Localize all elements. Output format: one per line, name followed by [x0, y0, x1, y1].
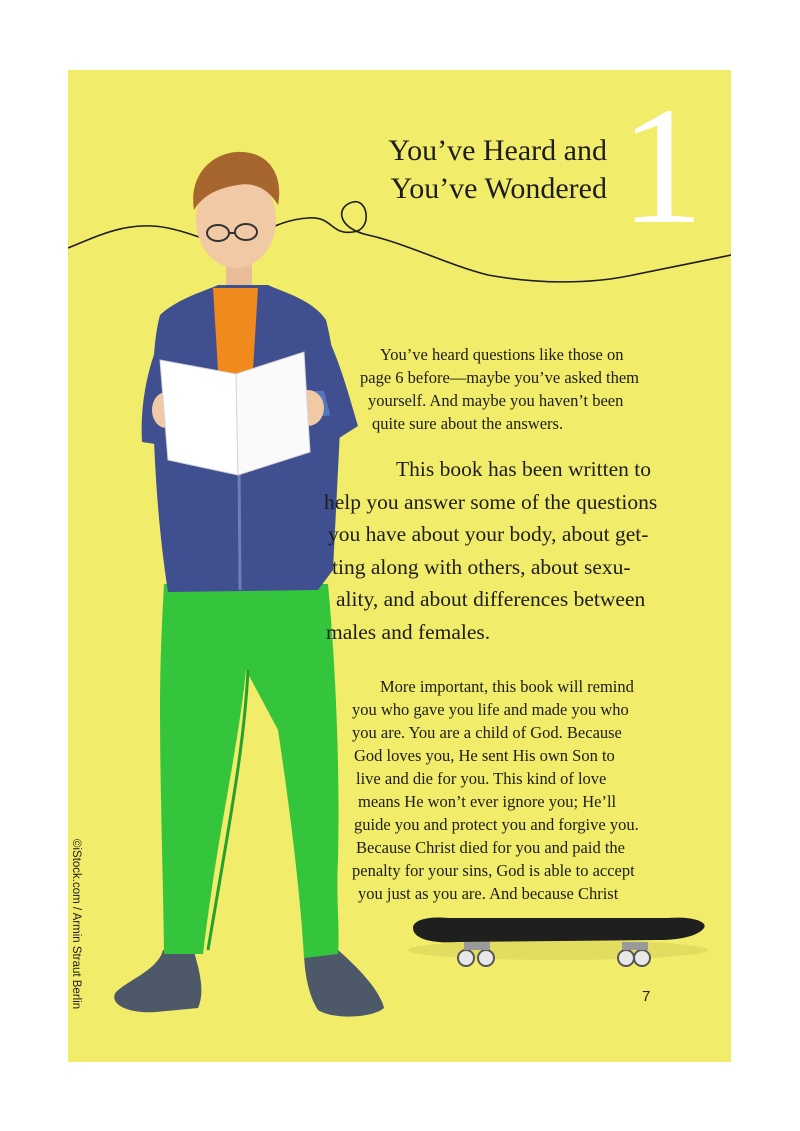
text-line: yourself. And maybe you haven’t been [368, 391, 624, 410]
chapter-number: 1 [620, 73, 704, 259]
text-line: live and die for you. This kind of love [356, 769, 607, 788]
text-line: page 6 before—maybe you’ve asked them [360, 368, 640, 387]
text-line: means He won’t ever ignore you; He’ll [358, 792, 617, 811]
chapter-title-line: You’ve Heard and [388, 134, 607, 167]
text-line: God loves you, He sent His own Son to [354, 746, 615, 765]
text-line: you just as you are. And because Christ [358, 884, 619, 903]
skateboard-image [408, 917, 708, 966]
chapter-title-line: You’ve Wondered [390, 172, 607, 205]
chapter-title [388, 132, 607, 208]
text-line: ality, and about differences between [336, 587, 646, 611]
more-important-paragraph [352, 675, 639, 905]
text-line: Because Christ died for you and paid the [356, 838, 625, 857]
text-line: ting along with others, about sexu- [332, 554, 631, 579]
text-line: you have about your body, about get- [328, 522, 649, 546]
text-line: This book has been written to [396, 457, 651, 481]
text-line: You’ve heard questions like those on [380, 345, 624, 364]
text-line: males and females. [326, 619, 491, 644]
page-number: 7 [642, 988, 651, 1005]
text-line: help you answer some of the questions [324, 489, 658, 514]
intro-paragraph [360, 343, 639, 435]
page-area [68, 70, 731, 1062]
text-line: you who gave you life and made you who [352, 700, 629, 719]
text-line: quite sure about the answers. [372, 414, 564, 433]
text-line: you are. You are a child of God. Because [352, 723, 622, 742]
text-line: More important, this book will remind [380, 677, 634, 696]
text-line: guide you and protect you and forgive you. [354, 815, 639, 834]
photo-credit: ©iStock.com / Armin Straut Berlin [70, 839, 82, 1010]
large-body-paragraph [324, 453, 657, 648]
text-line: penalty for your sins, God is able to accept [352, 861, 635, 880]
